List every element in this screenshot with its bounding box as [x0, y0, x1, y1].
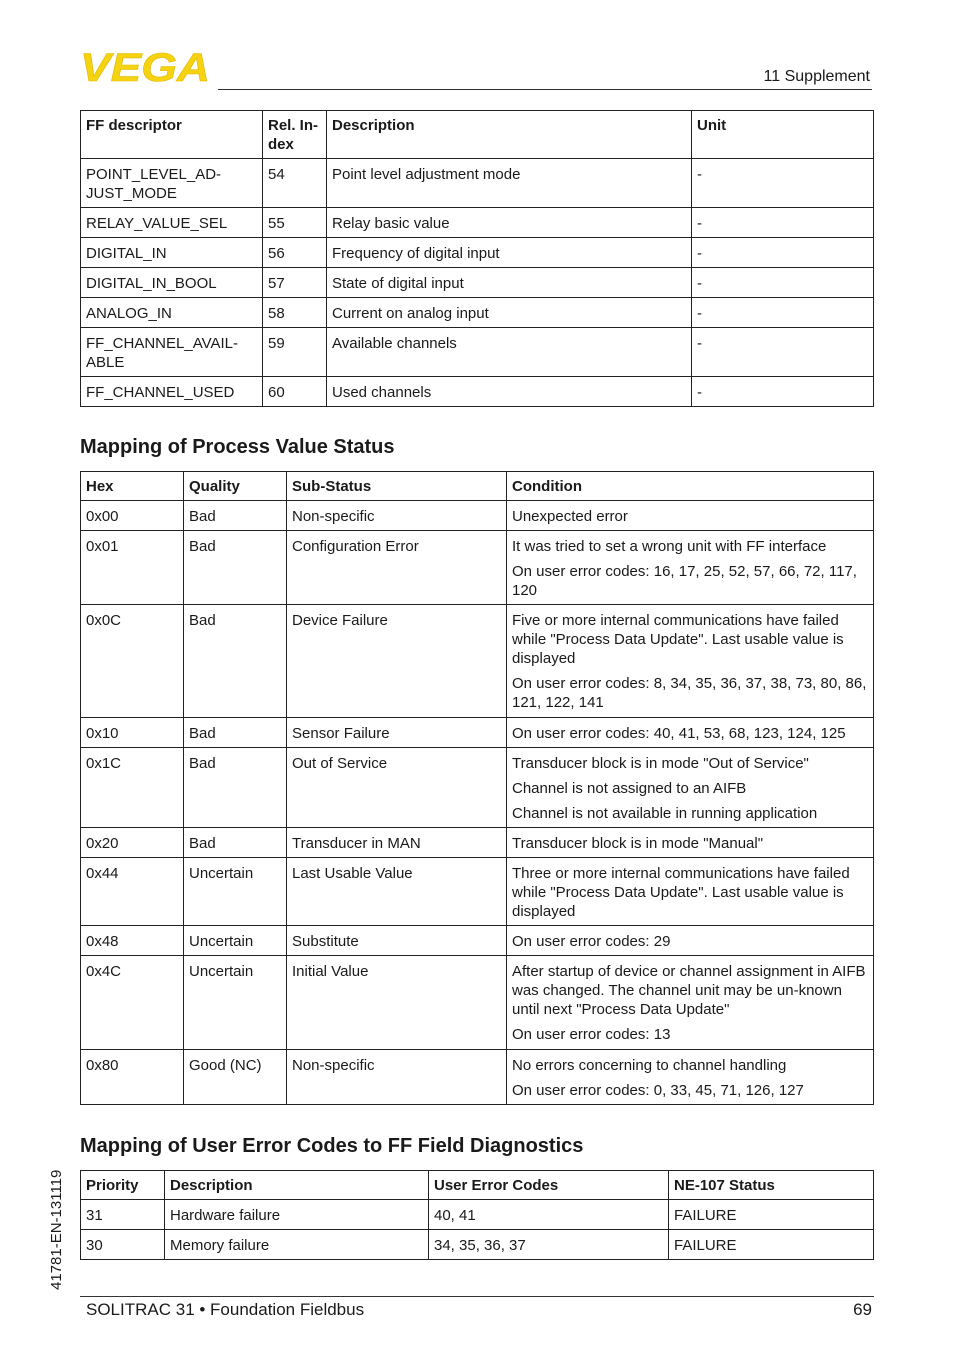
section-label: 11 Supplement	[763, 68, 870, 85]
condition-text: No errors concerning to channel handling	[512, 1057, 787, 1074]
cell-unit: -	[692, 298, 874, 328]
cell-hex: 0x80	[81, 1050, 184, 1105]
user-error-codes-table	[80, 1170, 874, 1260]
table-header-row	[81, 111, 874, 159]
cell-description: Current on analog input	[327, 298, 692, 328]
cell-quality: Bad	[184, 531, 287, 605]
cell-substatus: Initial Value	[287, 956, 507, 1050]
condition-text: Channel is not assigned to an AIFB	[512, 780, 747, 797]
cell-descriptor: FF_CHANNEL_AVAIL- ABLE	[81, 328, 263, 377]
cell-unit: -	[692, 328, 874, 377]
condition-text: Five or more internal communications have failed while "Process Data Update". Last usable value is displayed	[512, 612, 844, 667]
cell-substatus: Last Usable Value	[287, 858, 507, 926]
condition-text: After startup of device or channel assignment in AIFB was changed. The channel unit may be un-known until next "Process Data Update"	[512, 963, 866, 1018]
cell-descriptor: POINT_LEVEL_AD- JUST_MODE	[81, 159, 263, 208]
vega-logo	[80, 50, 212, 84]
cell-unit: -	[692, 208, 874, 238]
condition-text: It was tried to set a wrong unit with FF interface	[512, 538, 827, 555]
col-header: Priority	[81, 1171, 165, 1200]
col-header: Description	[165, 1171, 429, 1200]
table-row	[81, 298, 874, 328]
error-section-title: Mapping of User Error Codes to FF Field Diagnostics	[80, 1135, 584, 1157]
cell-index: 55	[263, 208, 327, 238]
cell-quality: Uncertain	[184, 858, 287, 926]
condition-text: Channel is not available in running application	[512, 805, 818, 822]
condition-text: On user error codes: 16, 17, 25, 52, 57, 66, 72, 117, 120	[512, 563, 857, 599]
table-row	[81, 956, 874, 1050]
cell-description: Frequency of digital input	[327, 238, 692, 268]
cell-condition	[507, 501, 874, 531]
ff-descriptor-table	[80, 110, 874, 407]
condition-text: On user error codes: 0, 33, 45, 71, 126, 127	[512, 1082, 804, 1099]
cell-quality: Uncertain	[184, 956, 287, 1050]
cell-hex: 0x44	[81, 858, 184, 926]
cell-descriptor: RELAY_VALUE_SEL	[81, 208, 263, 238]
condition-text: On user error codes: 13	[512, 1026, 671, 1043]
cell-unit: -	[692, 238, 874, 268]
table-row	[81, 605, 874, 718]
condition-text: Transducer block is in mode "Out of Service"	[512, 755, 809, 772]
cell-error-codes: 34, 35, 36, 37	[429, 1230, 669, 1260]
table-row	[81, 858, 874, 926]
table-row	[81, 748, 874, 828]
cell-condition	[507, 748, 874, 828]
condition-text: Transducer block is in mode "Manual"	[512, 835, 764, 852]
cell-substatus: Substitute	[287, 926, 507, 956]
cell-condition	[507, 956, 874, 1050]
cell-hex: 0x48	[81, 926, 184, 956]
cell-substatus: Device Failure	[287, 605, 507, 718]
cell-unit: -	[692, 377, 874, 407]
cell-condition	[507, 828, 874, 858]
table-row	[81, 268, 874, 298]
cell-hex: 0x0C	[81, 605, 184, 718]
cell-index: 59	[263, 328, 327, 377]
cell-index: 58	[263, 298, 327, 328]
cell-quality: Bad	[184, 501, 287, 531]
condition-text: Unexpected error	[512, 508, 628, 525]
header-rule	[218, 89, 872, 90]
condition-text: Three or more internal communications have failed while "Process Data Update". Last usable value is displayed	[512, 865, 850, 920]
col-header: User Error Codes	[429, 1171, 669, 1200]
col-header: Rel. In- dex	[263, 111, 327, 159]
col-header: Description	[327, 111, 692, 159]
condition-text: On user error codes: 8, 34, 35, 36, 37, 38, 73, 80, 86, 121, 122, 141	[512, 675, 867, 711]
cell-priority: 30	[81, 1230, 165, 1260]
table-row	[81, 1230, 874, 1260]
cell-description: Hardware failure	[165, 1200, 429, 1230]
footer-rule	[80, 1296, 874, 1297]
cell-condition	[507, 926, 874, 956]
col-header: Condition	[507, 472, 874, 501]
cell-quality: Bad	[184, 748, 287, 828]
cell-priority: 31	[81, 1200, 165, 1230]
table-row	[81, 501, 874, 531]
cell-index: 57	[263, 268, 327, 298]
cell-condition	[507, 718, 874, 748]
col-header: Hex	[81, 472, 184, 501]
cell-condition	[507, 531, 874, 605]
table-row	[81, 531, 874, 605]
cell-hex: 0x01	[81, 531, 184, 605]
table-row	[81, 377, 874, 407]
cell-quality: Bad	[184, 718, 287, 748]
cell-unit: -	[692, 268, 874, 298]
cell-description: Used channels	[327, 377, 692, 407]
condition-text: On user error codes: 29	[512, 933, 671, 950]
col-header: NE-107 Status	[669, 1171, 874, 1200]
status-section-title: Mapping of Process Value Status	[80, 436, 395, 458]
cell-condition	[507, 1050, 874, 1105]
cell-hex: 0x10	[81, 718, 184, 748]
cell-descriptor: DIGITAL_IN_BOOL	[81, 268, 263, 298]
cell-substatus: Transducer in MAN	[287, 828, 507, 858]
cell-condition	[507, 858, 874, 926]
vega-logo-text: VEGA	[80, 50, 210, 84]
cell-hex: 0x1C	[81, 748, 184, 828]
cell-description: Point level adjustment mode	[327, 159, 692, 208]
cell-hex: 0x00	[81, 501, 184, 531]
cell-ne107-status: FAILURE	[669, 1200, 874, 1230]
table-row	[81, 159, 874, 208]
cell-substatus: Non-specific	[287, 501, 507, 531]
cell-substatus: Non-specific	[287, 1050, 507, 1105]
footer-title: SOLITRAC 31 • Foundation Fieldbus	[86, 1300, 365, 1319]
cell-descriptor: DIGITAL_IN	[81, 238, 263, 268]
document-code: 41781-EN-131119	[48, 1169, 65, 1290]
cell-substatus: Out of Service	[287, 748, 507, 828]
cell-error-codes: 40, 41	[429, 1200, 669, 1230]
cell-quality: Good (NC)	[184, 1050, 287, 1105]
table-row	[81, 718, 874, 748]
table-row	[81, 926, 874, 956]
cell-hex: 0x4C	[81, 956, 184, 1050]
col-header: Sub-Status	[287, 472, 507, 501]
col-header: FF descriptor	[81, 111, 263, 159]
cell-index: 54	[263, 159, 327, 208]
cell-description: Memory failure	[165, 1230, 429, 1260]
page-number: 69	[853, 1300, 872, 1319]
cell-description: State of digital input	[327, 268, 692, 298]
cell-substatus: Sensor Failure	[287, 718, 507, 748]
condition-text: On user error codes: 40, 41, 53, 68, 123, 124, 125	[512, 725, 846, 742]
cell-index: 60	[263, 377, 327, 407]
cell-condition	[507, 605, 874, 718]
cell-descriptor: ANALOG_IN	[81, 298, 263, 328]
col-header: Quality	[184, 472, 287, 501]
cell-description: Relay basic value	[327, 208, 692, 238]
table-row	[81, 238, 874, 268]
cell-quality: Bad	[184, 828, 287, 858]
process-value-status-table	[80, 471, 874, 1105]
cell-unit: -	[692, 159, 874, 208]
cell-hex: 0x20	[81, 828, 184, 858]
cell-quality: Uncertain	[184, 926, 287, 956]
table-row	[81, 1200, 874, 1230]
cell-quality: Bad	[184, 605, 287, 718]
table-row	[81, 328, 874, 377]
cell-substatus: Configuration Error	[287, 531, 507, 605]
table-row	[81, 208, 874, 238]
table-header-row	[81, 472, 874, 501]
cell-description: Available channels	[327, 328, 692, 377]
cell-descriptor: FF_CHANNEL_USED	[81, 377, 263, 407]
cell-index: 56	[263, 238, 327, 268]
cell-ne107-status: FAILURE	[669, 1230, 874, 1260]
table-header-row	[81, 1171, 874, 1200]
table-row	[81, 828, 874, 858]
col-header: Unit	[692, 111, 874, 159]
table-row	[81, 1050, 874, 1105]
